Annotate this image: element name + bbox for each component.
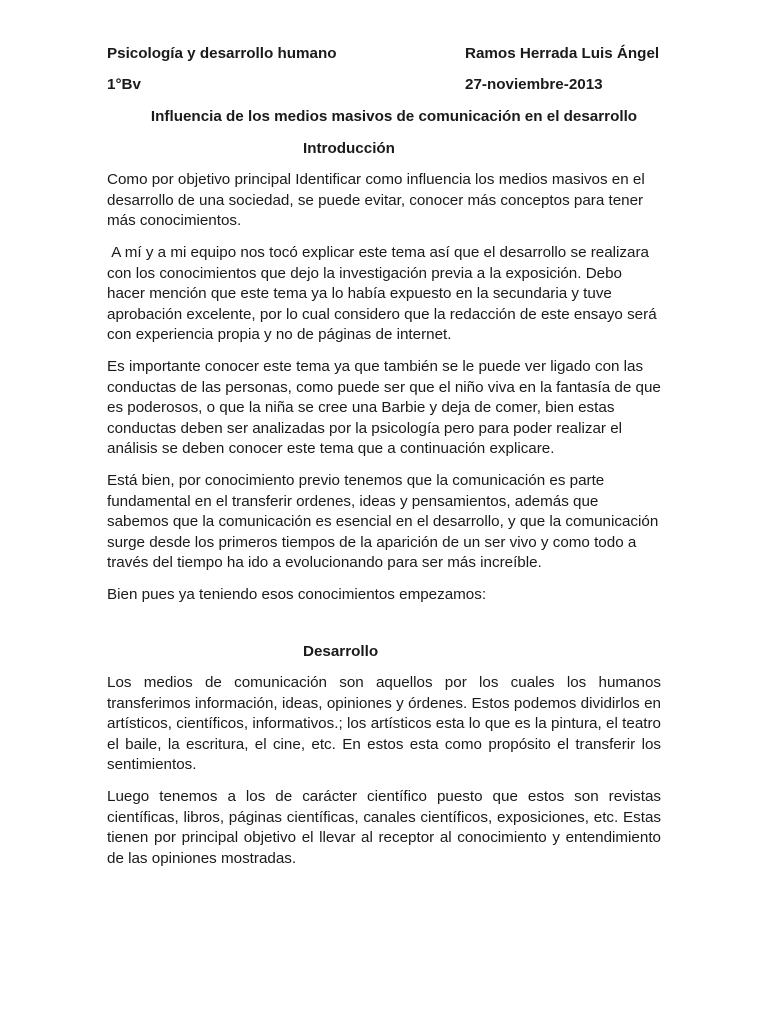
introduction-paragraph-1: Como por objetivo principal Identificar como influencia los medios masivos en el desarrollo de una sociedad, se puede evitar, conocer más conceptos para tener más conocimientos. — [107, 171, 645, 230]
development-section — [107, 673, 661, 869]
header-row-2 — [107, 75, 661, 96]
group-label: 1°Bv — [107, 76, 141, 93]
development-heading: Desarrollo — [303, 643, 379, 661]
introduction-paragraph-5: Bien pues ya teniendo esos conocimientos empezamos: — [107, 585, 487, 603]
document-title: Influencia de los medios masivos de comunicación en el desarrollo — [150, 108, 638, 125]
development-paragraph-1: Los medios de comunicación son aquellos por los cuales los humanos transferimos información, ideas, opiniones y órdenes. Estos podemos dividirlos en artísticos, científicos, informativos.; los artísticos esta lo que es la pintura, el teatro el baile, la escritura, el cine, etc. En estos esta como propósito el transferir los sentimientos. — [107, 674, 661, 774]
introduction-section — [107, 170, 661, 605]
subject-name: Psicología y desarrollo humano — [107, 45, 337, 62]
introduction-paragraph-4: Está bien, por conocimiento previo tenemos que la comunicación es parte fundamental en el transferir ordenes, ideas y pensamientos, además que sabemos que la comunicación es esencial en el desarrollo, y que la comunicación surge desde los primeros tiempos de la aparición de un ser vivo y como todo a través del tiempo ha ido a evolucionando para ser más increíble. — [107, 471, 659, 572]
introduction-paragraph-2: A mí y a mi equipo nos tocó explicar este tema así que el desarrollo se realizara con los conocimientos que dejo la investigación previa a la exposición. Debo hacer mención que este tema ya lo había expuesto en la secundaria y tuve aprobación excelente, por lo cual considero que la redacción de este ensayo será con experiencia propia y no de páginas de internet. — [107, 243, 661, 344]
introduction-paragraph-3: Es importante conocer este tema ya que también se le puede ver ligado con las conductas de las personas, como puede ser que el niño viva en la fantasía de que es poderosos, o que la niña se cree una Barbie y deja de comer, bien estas conductas deben ser analizadas por la psicología pero para poder realizar el análisis se deben conocer este tema que a continuación explicare. — [107, 357, 661, 458]
development-paragraph-2: Luego tenemos a los de carácter científico puesto que estos son revistas científicas, libros, páginas científicas, canales científicos, exposiciones, etc. Estas tienen por principal objetivo el llevar al receptor al conocimiento y entendimiento de las opiniones mostradas. — [107, 788, 661, 867]
author-name: Ramos Herrada Luis Ángel — [465, 45, 660, 62]
document-page — [107, 44, 661, 869]
header-row-1 — [107, 44, 661, 65]
introduction-heading: Introducción — [303, 139, 395, 157]
document-date: 27-noviembre-2013 — [465, 76, 603, 93]
